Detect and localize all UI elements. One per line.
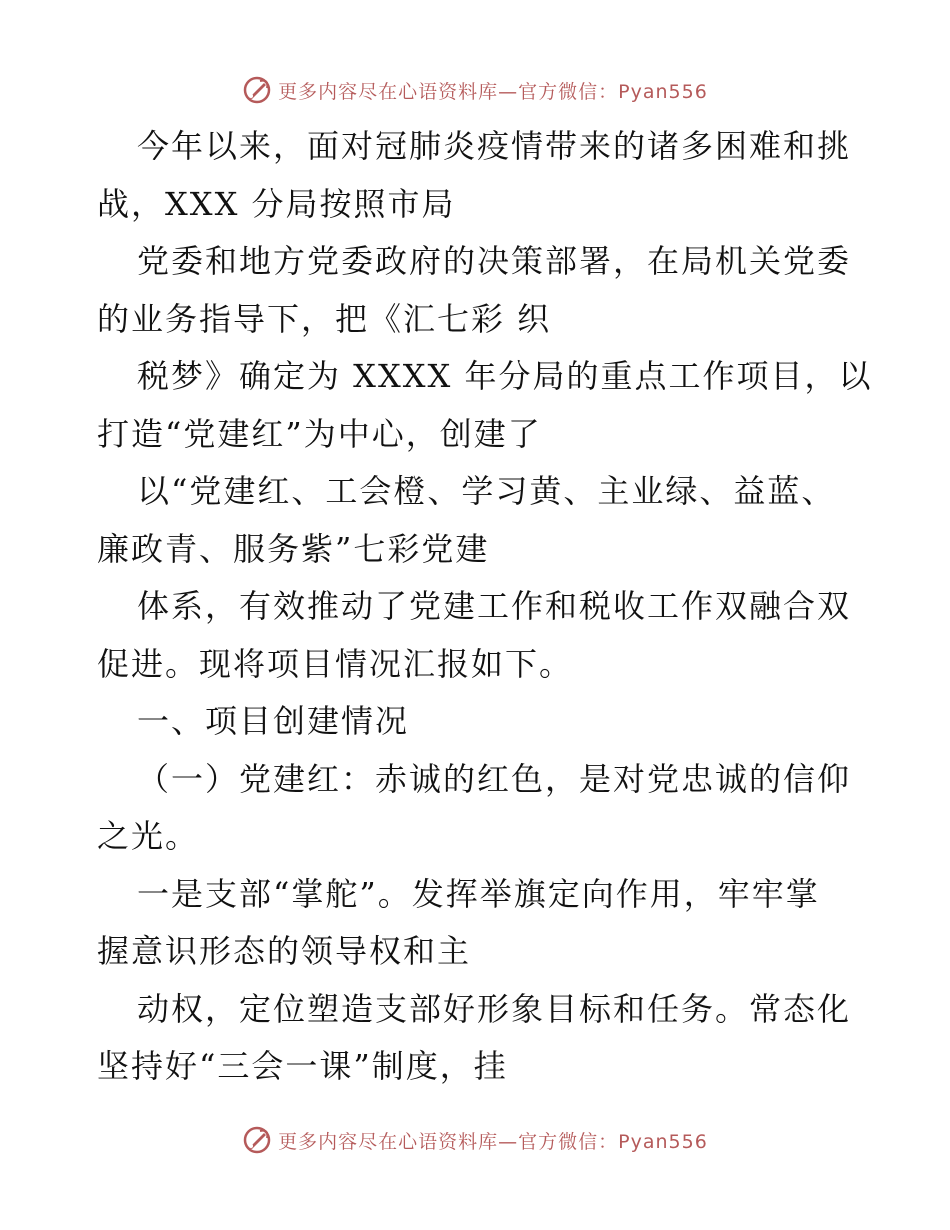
- text-line: 之光。: [97, 817, 200, 855]
- text-line: 动权，定位塑造支部好形象目标和任务。常态化: [137, 989, 852, 1028]
- section-heading: 一、项目创建情况: [137, 702, 410, 740]
- text-line: 的业务指导下，把《汇七彩 织: [97, 299, 552, 338]
- text-line: 坚持好“三会一课”制度，挂: [97, 1047, 508, 1085]
- text-line: 今年以来，面对冠肺炎疫情带来的诸多困难和挑: [137, 127, 852, 165]
- text-line: 以“党建红、工会橙、学习黄、主业绿、益蓝、: [137, 472, 836, 510]
- watermark-text: 更多内容尽在心语资料库—官方微信：Pyan556: [278, 1130, 708, 1153]
- text-line: 党委和地方党委政府的决策部署，在局机关党委: [137, 242, 852, 280]
- text-line: 握意识形态的领导权和主: [97, 932, 472, 970]
- text-line: 促进。现将项目情况汇报如下。: [97, 644, 574, 683]
- document-body: [97, 118, 873, 1096]
- subsection-heading: （一）党建红：赤诚的红色，是对党忠诚的信仰: [137, 759, 852, 798]
- text-line: 一是支部“掌舵”。发挥举旗定向作用，牢牢掌: [137, 874, 820, 913]
- watermark-text: 更多内容尽在心语资料库—官方微信：Pyan556: [278, 80, 708, 103]
- text-line: 税梦》确定为 XXXX 年分局的重点工作项目，以: [137, 357, 873, 395]
- footer-watermark: [0, 1122, 950, 1158]
- header-watermark: [0, 72, 950, 108]
- text-line: 体系，有效推动了党建工作和税收工作双融合双: [137, 587, 852, 625]
- text-line: 战，XXX 分局按照市局: [97, 184, 456, 223]
- text-line: 打造“党建红”为中心，创建了: [97, 414, 542, 453]
- feather-seal-icon: [242, 1125, 272, 1155]
- text-line: 廉政青、服务紫”七彩党建: [97, 529, 490, 568]
- feather-seal-icon: [242, 75, 272, 105]
